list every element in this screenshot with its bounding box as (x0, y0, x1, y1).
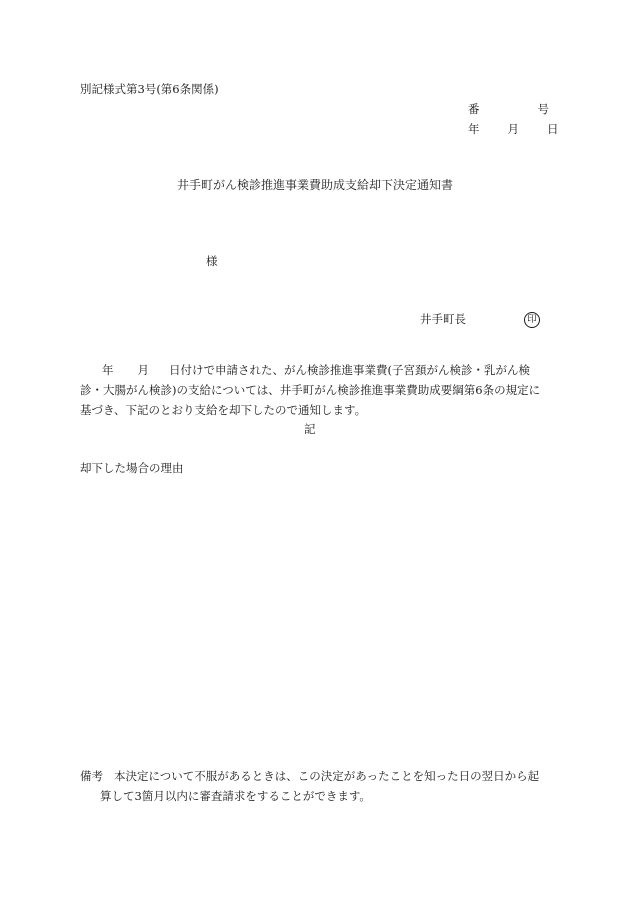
body-line-2: 診・大腸がん検診)の支給については、井手町がん検診推進事業費助成要綱第6条の規定に (80, 383, 541, 397)
form-number: 別記様式第3号(第6条関係) (80, 82, 219, 96)
remarks-section (80, 766, 558, 806)
remarks-line-1 (80, 766, 558, 786)
seal-stamp: 印 (524, 312, 540, 328)
document-title: 井手町がん検診推進事業費助成支給却下決定通知書 (176, 178, 453, 192)
ki-label: 記 (304, 422, 316, 436)
notice-body (80, 360, 558, 420)
remarks-line-2-text: 算して3箇月以内に審査請求をすることができます。 (100, 789, 371, 803)
body-line-1 (80, 360, 558, 380)
reference-day: 日 (547, 122, 559, 136)
remarks-label: 備考 (80, 769, 103, 783)
issuer-block (420, 312, 540, 328)
reference-number-line (468, 104, 549, 116)
recipient-suffix: 様 (206, 254, 218, 268)
body-month: 月 (137, 363, 149, 377)
body-line-1-text: 日付けで申請された、がん検診推進事業費(子宮頚がん検診・乳がん検 (169, 363, 530, 377)
issuer-name: 井手町長 (420, 312, 466, 327)
reference-year: 年 (468, 122, 480, 136)
reference-number-suffix: 号 (537, 102, 549, 116)
body-year: 年 (102, 363, 114, 377)
remarks-line-2 (80, 786, 558, 806)
remarks-line-1-text: 本決定について不服があるときは、この決定があったことを知った日の翌日から起 (114, 769, 540, 783)
reference-month: 月 (507, 122, 519, 136)
body-line-3: 基づき、下記のとおり支給を却下したので通知します。 (80, 403, 367, 417)
reference-number-prefix: 番 (468, 102, 480, 116)
reference-date-line (468, 124, 559, 136)
reason-label: 却下した場合の理由 (80, 461, 184, 475)
